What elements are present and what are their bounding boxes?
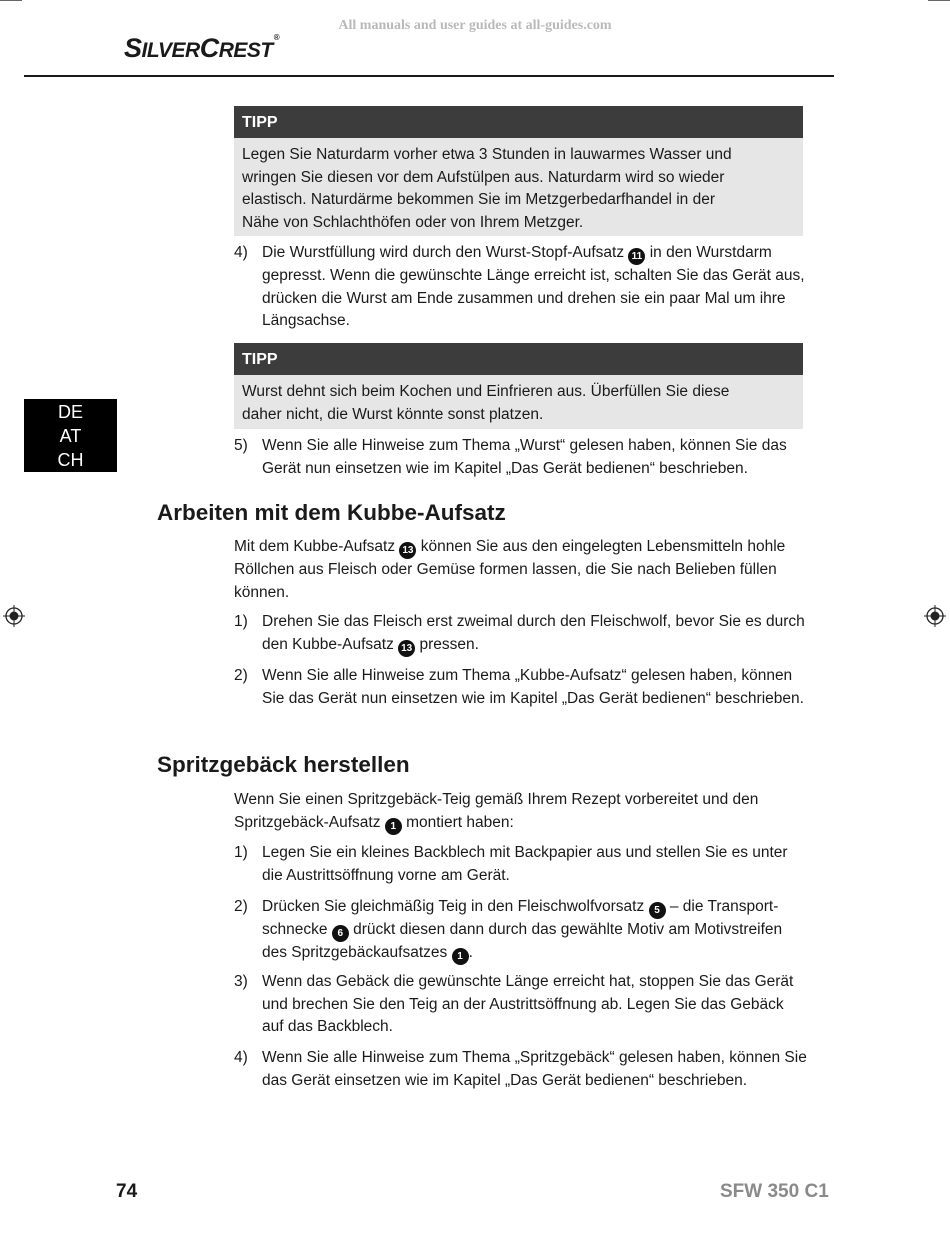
spritz-step-4: 4) Wenn Sie alle Hinweise zum Thema „Spritzgebäck“ gelesen haben, können Sie das Gerät einsetzen wie im Kapitel „Das Gerät bedienen“ beschrieben. [234, 1049, 807, 1089]
model-number: SFW 350 C1 [720, 1181, 829, 1202]
language-de: DE [57, 402, 83, 422]
kubbe-intro: Mit dem Kubbe-Aufsatz 13 können Sie aus den eingelegten Lebensmitteln hohle Röllchen aus Fleisch oder Gemüse formen lassen, die Sie nach Belieben füllen können. [234, 538, 786, 601]
page-number: 74 [116, 1181, 138, 1202]
tip-heading: TIPP [234, 343, 803, 375]
kubbe-step-2: 2) Wenn Sie alle Hinweise zum Thema „Kubbe-Aufsatz“ gelesen haben, können Sie das Gerät nun einsetzen wie im Kapitel „Das Gerät bedienen“ beschrieben. [234, 667, 804, 707]
spritz-step-2: 2) Drücken Sie gleichmäßig Teig in den Fleischwolfvorsatz 5 – die Transport-schnecke 6 drückt diesen dann durch das gewählte Motiv am Motivstreifen des Spritzgebäckaufsatzes 1 . [234, 896, 809, 965]
tip-body [234, 375, 803, 429]
part-number-badge: 13 [399, 542, 416, 559]
tip-line: Nähe von Schlachthöfen oder von Ihrem Metzger. [242, 213, 584, 231]
brand-logo: SILVERCREST® [124, 33, 280, 63]
tip-body [234, 138, 803, 236]
spritz-step-3: 3) Wenn das Gebäck die gewünschte Länge erreicht hat, stoppen Sie das Gerät und brechen Sie den Teig an der Austrittsöffnung ab. Legen Sie das Gebäck auf das Backblech. [234, 973, 794, 1035]
header-rule [24, 75, 834, 77]
language-at: AT [59, 426, 82, 446]
tip-line: elastisch. Naturdärme bekommen Sie im Metzgerbedarfhandel in der [242, 191, 715, 208]
language-tab [24, 399, 117, 472]
spritz-intro: Wenn Sie einen Spritzgebäck-Teig gemäß Ihrem Rezept vorbereitet und den Spritzgebäck-Aufsatz 1 montiert haben: [234, 789, 809, 835]
section-heading-kubbe: Arbeiten mit dem Kubbe-Aufsatz [157, 500, 506, 525]
crop-mark [928, 0, 950, 1]
part-number-badge: 1 [452, 948, 469, 965]
part-number-badge: 11 [628, 248, 645, 265]
registration-mark-icon [924, 605, 946, 627]
crop-mark [0, 0, 22, 1]
step-5-wurst: 5) Wenn Sie alle Hinweise zum Thema „Wurst“ gelesen haben, können Sie das Gerät nun einsetzen wie im Kapitel „Das Gerät bedienen“ beschrieben. [234, 437, 787, 477]
tip-box-wurst [234, 343, 803, 429]
tip-box-naturdarm [234, 106, 803, 236]
watermark-text: All manuals and user guides at all-guides.com [338, 18, 612, 33]
registration-mark-icon [3, 605, 25, 627]
language-ch: CH [57, 450, 84, 470]
tip-line: daher nicht, die Wurst könnte sonst platzen. [242, 405, 544, 423]
section-heading-spritzgebaeck: Spritzgebäck herstellen [157, 752, 410, 777]
tip-heading: TIPP [234, 106, 803, 138]
step-4-wurst: 4) Die Wurstfüllung wird durch den Wurst-Stopf-Aufsatz 11 in den Wurstdarm gepresst. Wenn die gewünschte Länge erreicht ist, schalten Sie das Gerät aus, drücken die Wurst am Ende zusammen und drehen sie ein paar Mal um ihre Längsachse. [234, 244, 805, 329]
kubbe-step-1: 1) Drehen Sie das Fleisch erst zweimal durch den Fleischwolf, bevor Sie es durch den Kubbe-Aufsatz 13 pressen. [234, 611, 809, 657]
tip-line: Legen Sie Naturdarm vorher etwa 3 Stunden in lauwarmes Wasser und [242, 146, 732, 163]
tip-line: Wurst dehnt sich beim Kochen und Einfrieren aus. Überfüllen Sie diese [242, 383, 730, 400]
spritz-step-1: 1) Legen Sie ein kleines Backblech mit Backpapier aus und stellen Sie es unter die Austrittsöffnung vorne am Gerät. [234, 844, 788, 884]
part-number-badge: 1 [385, 818, 402, 835]
part-number-badge: 6 [332, 925, 349, 942]
tip-line: wringen Sie diesen vor dem Aufstülpen aus. Naturdarm wird so wieder [242, 168, 725, 186]
part-number-badge: 5 [649, 902, 666, 919]
part-number-badge: 13 [398, 640, 415, 657]
